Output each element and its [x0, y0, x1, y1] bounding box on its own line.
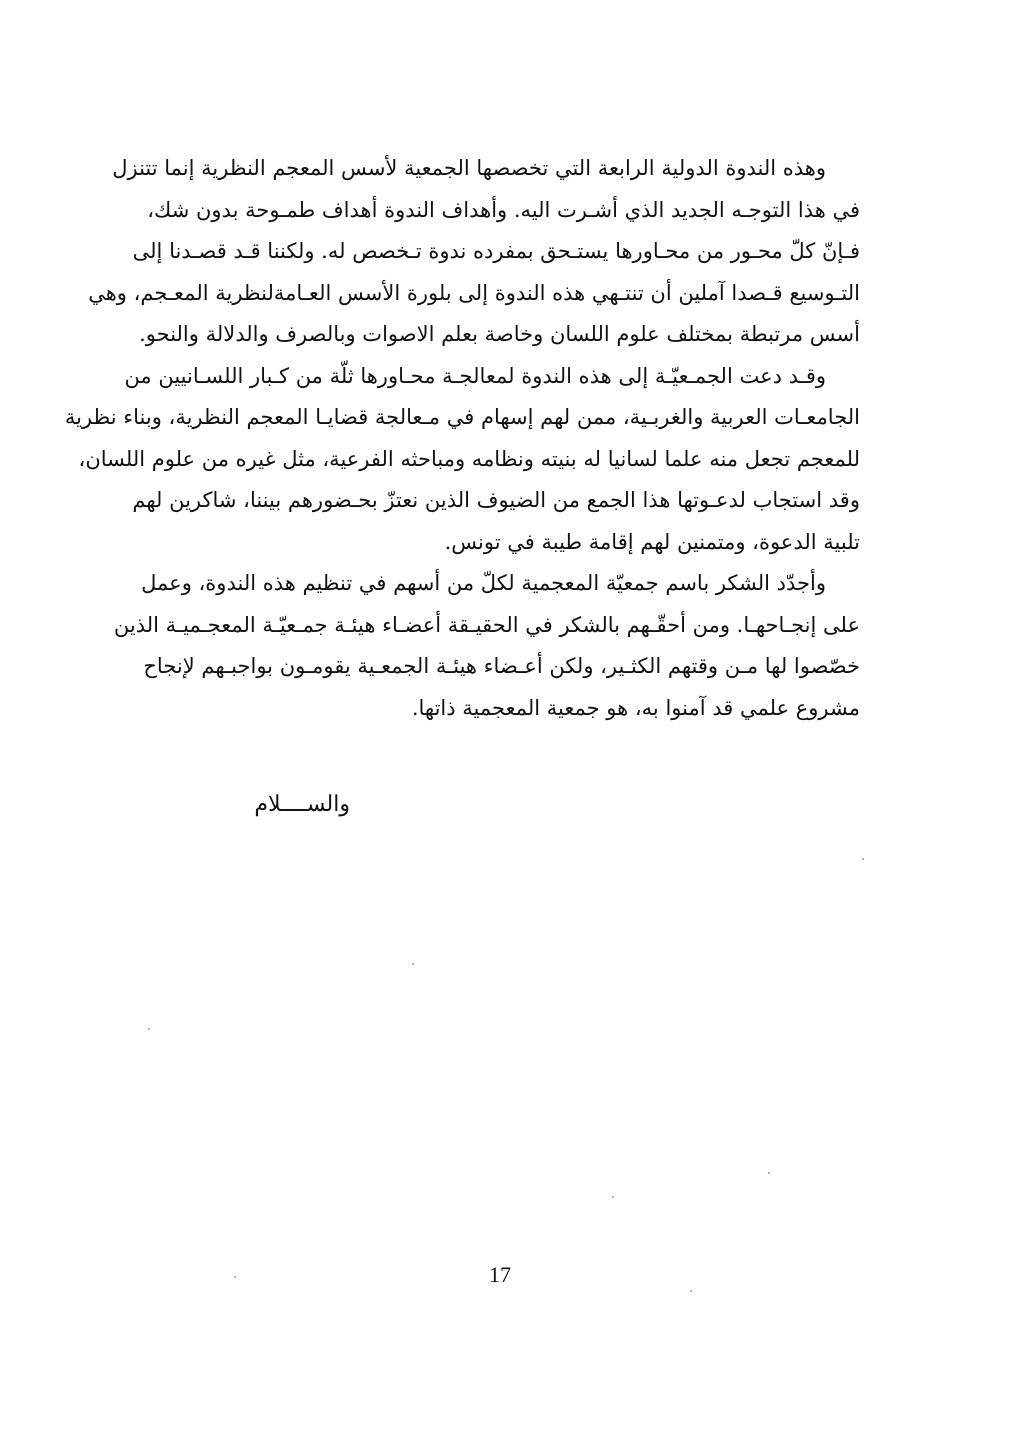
closing-salutation: والســــلام: [254, 792, 350, 817]
page-number: 17: [489, 1262, 511, 1287]
body-text: [64, 148, 860, 729]
text-line: أسس مرتبطة بمختلف علوم اللسان وخاصة بعلم الاصوات وبالصرف والدلالة والنحو.: [139, 322, 860, 346]
paragraph-2: [64, 356, 860, 564]
text-line: للمعجم تجعل منه علما لسانيا له بنيته ونظامه ومباحثه الفرعية، مثل غيره من علوم اللسان،: [78, 446, 860, 471]
text-line: الجامعـات العربية والغربـية، ممن لهم إسهام في مـعالجة قضايـا المعجم النظرية، وبناء نظرية: [64, 405, 860, 429]
scan-speck: [690, 1290, 692, 1292]
text-line: وقد استجاب لدعـوتها هذا الجمع من الضيوف الذين نعتزّ بحـضورهم بيننا، شاكرين لهم: [132, 488, 860, 512]
text-line: على إنجـاحهـا. ومن أحقّـهم بالشكر في الحقيـقة أعضـاء هيئـة جمـعيّـة المعجـميـة الذين: [113, 612, 860, 637]
text-line: التـوسيع قـصدا آملين أن تنتـهي هذه الندوة إلى بلورة الأسس العـامةلنظرية المعـجم، وهي: [88, 280, 860, 305]
text-line: وهذه الندوة الدولية الرابعة التي تخصصها الجمعية لأسس المعجم النظرية إنما تتنزل: [112, 156, 826, 180]
scan-speck: [412, 963, 414, 965]
text-line: في هذا التوجـه الجديد الذي أشـرت اليه. وأهداف الندوة أهداف طمـوحة بدون شك،: [147, 197, 860, 222]
scan-speck: [612, 1196, 614, 1198]
scan-speck: [862, 858, 864, 860]
text-line: وأجدّد الشكر باسم جمعيّة المعجمية لكلّ من أسهم في تنظيم هذه الندوة، وعمل: [141, 571, 826, 595]
text-line: مشروع علمي قد آمنوا به، هو جمعية المعجمية ذاتها.: [411, 695, 860, 720]
scan-speck: [148, 1028, 150, 1030]
scan-speck: [768, 1172, 770, 1174]
text-line: خصّصوا لها مـن وقتهم الكثـير، ولكن أعـضاء هيئـة الجمعـية يقومـون بواجبـهم لإنجاح: [143, 654, 860, 678]
text-line: تلبية الدعوة، ومتمنين لهم إقامة طيبة في تونس.: [444, 529, 860, 554]
text-line: وقـد دعت الجمـعيّـة إلى هذه الندوة لمعالجـة محـاورها ثلّة من كـبار اللسـانيين من: [124, 363, 826, 388]
scan-speck: [234, 1276, 236, 1278]
paragraph-3: [113, 563, 860, 729]
paragraph-1: [88, 148, 860, 356]
text-line: فـإنّ كلّ محـور من محـاورها يستـحق بمفرده ندوة تـخصص له. ولكننا قـد قصـدنا إلى: [132, 239, 860, 263]
